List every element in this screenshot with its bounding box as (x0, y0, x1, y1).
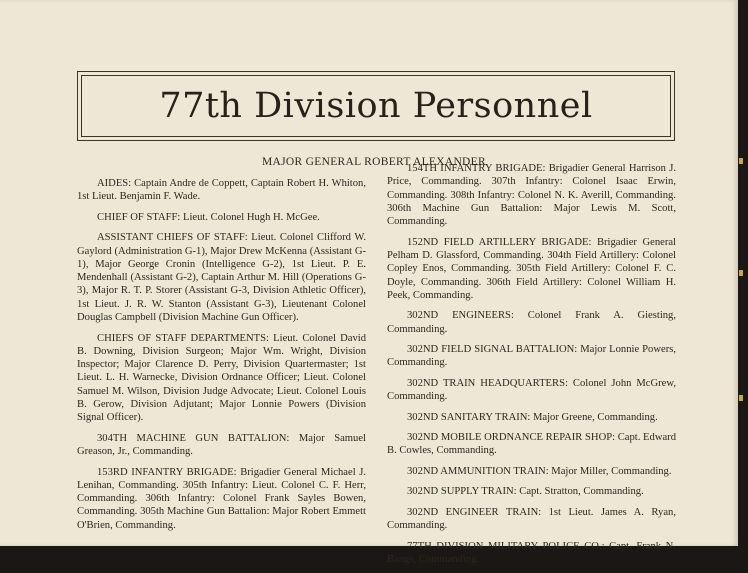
paragraph-staff-departments: CHIEFS OF STAFF DEPARTMENTS: Lieut. Colonel David B. Downing, Division Surgeon; Major Wm. Wright, Division Inspector; Major Clarence D. Perry, Division Quartermaster; 1st Lieut. L. H. Warnecke, Division Ordnance Officer; Lieut. Colonel Samuel M. Wilson, Division Judge Advocate; Lieut. Colonel Louis B. Gerow, Division Adjutant; Major Lonnie Powers (Division Signal Officer). (77, 332, 366, 424)
paragraph-153rd-brigade: 153RD INFANTRY BRIGADE: Brigadier General Michael J. Lenihan, Commanding. 305th Infantry: Lieut. Colonel C. F. Herr, Commanding. 306th Infantry: Colonel Frank Sayles Bowen, Commanding. 305th Machine Gun Battalion: Major Robert Emmett O'Brien, Commanding. (77, 466, 366, 531)
paragraph-aides: AIDES: Captain Andre de Coppett, Captain Robert H. Whiton, 1st Lieut. Benjamin F. Wade. (77, 178, 366, 203)
paragraph-302nd-signal: 302ND FIELD SIGNAL BATTALION: Major Lonnie Powers, Commanding. (387, 344, 676, 369)
binding-mark (739, 395, 743, 401)
paragraph-military-police: 77TH DIVISION MILITARY POLICE CO.: Capt. Frank N. Bangs, Commanding. (387, 540, 676, 565)
paragraph-assistant-chiefs: ASSISTANT CHIEFS OF STAFF: Lieut. Colonel Clifford W. Gaylord (Administration G-1), Major Drew McKenna (Assistant G-1), Major George Cronin (Intelligence G-2), 1st Lieut. P. E. Mendenhall (Assistant G-2), Captain Arthur M. Hill (Operations G-3), Major R. T. P. Storer (Assistant G-3, Division Athletic Officer), 1st Lieut. J. R. W. Stanton (Assistant G-3), Lieutenant Colonel Douglas Campbell (Division Machine Gun Officer). (77, 232, 366, 324)
paragraph-chief-of-staff: CHIEF OF STAFF: Lieut. Colonel Hugh H. McGee. (97, 211, 320, 223)
title-frame (77, 71, 675, 141)
paragraph-302nd-train-hq: 302ND TRAIN HEADQUARTERS: Colonel John McGrew, Commanding. (387, 377, 676, 403)
paragraph-302nd-engineer-train: 302ND ENGINEER TRAIN: 1st Lieut. James A. Ryan, Commanding. (387, 506, 676, 532)
paragraph-302nd-sanitary: 302ND SANITARY TRAIN: Major Greene, Commanding. (407, 411, 658, 423)
paragraph-154th-brigade: 154TH INFANTRY BRIGADE: Brigadier General Harrison J. Price, Commanding. 307th Infantry: Colonel Isaac Erwin, Commanding. 308th Infantry: Colonel N. K. Averill, Commanding. 306th Machine Gun Battalion: Major Lewis M. Scott, Commanding. (387, 163, 676, 228)
left-column (77, 177, 366, 539)
paragraph-304th-mg-battalion: 304TH MACHINE GUN BATTALION: Major Samuel Greason, Jr., Commanding. (77, 432, 366, 458)
page-title: 77th Division Personnel (159, 86, 593, 126)
binding-mark (739, 158, 743, 164)
paragraph-302nd-supply: 302ND SUPPLY TRAIN: Capt. Stratton, Commanding. (407, 486, 644, 498)
paragraph-302nd-engineers: 302ND ENGINEERS: Colonel Frank A. Giesting, Commanding. (387, 310, 676, 335)
paragraph-152nd-artillery: 152ND FIELD ARTILLERY BRIGADE: Brigadier General Pelham D. Glassford, Commanding. 304th Field Artillery: Colonel Copley Enos, Commanding. 305th Field Artillery: Colonel F. C. Doyle, Commanding. 306th Field Artillery: Colonel William H. Peek, Commanding. (387, 236, 676, 301)
paragraph-302nd-ordnance: 302ND MOBILE ORDNANCE REPAIR SHOP: Capt. Edward B. Cowles, Commanding. (387, 432, 676, 457)
right-column (387, 162, 676, 573)
paragraph-302nd-ammunition: 302ND AMMUNITION TRAIN: Major Miller, Commanding. (407, 465, 672, 477)
binding-mark (739, 270, 743, 276)
page-subtitle: MAJOR GENERAL ROBERT ALEXANDER (262, 156, 486, 168)
